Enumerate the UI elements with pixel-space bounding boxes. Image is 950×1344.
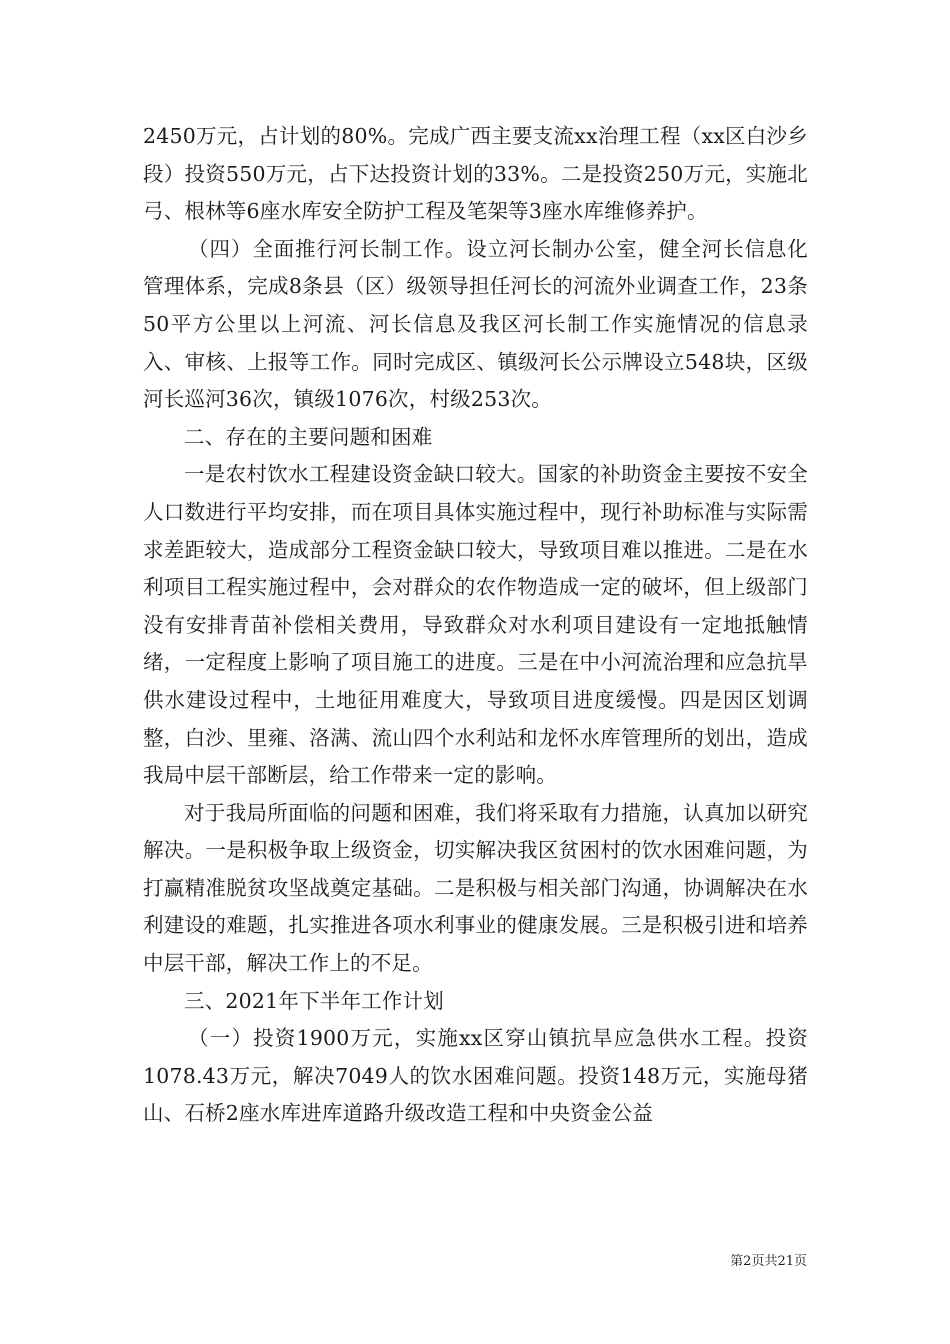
- page-number-footer: 第2页共21页: [730, 1254, 807, 1269]
- paragraph-measures: 对于我局所面临的问题和困难，我们将采取有力措施，认真加以研究解决。一是积极争取上级资金，切实解决我区贫困村的饮水困难问题，为打赢精准脱贫攻坚战奠定基础。二是积极与相关部门沟通，协调解决在水利建设的难题，扎实推进各项水利事业的健康发展。三是积极引进和培养中层干部，解决工作上的不足。: [143, 800, 808, 976]
- document-body: [143, 118, 808, 1133]
- paragraph-problems: 一是农村饮水工程建设资金缺口较大。国家的补助资金主要按不安全人口数进行平均安排，而在项目具体实施过程中，现行补助标准与实际需求差距较大，造成部分工程资金缺口较大，导致项目难以推进。二是在水利项目工程实施过程中，会对群众的农作物造成一定的破坏，但上级部门没有安排青苗补偿相关费用，导致群众对水利项目建设有一定地抵触情绪，一定程度上影响了项目施工的进度。三是在中小河流治理和应急抗旱供水建设过程中，土地征用难度大，导致项目进度缓慢。四是因区划调整，白沙、里雍、洛满、流山四个水利站和龙怀水库管理所的划出，造成我局中层干部断层，给工作带来一定的影响。: [143, 462, 808, 788]
- paragraph-river-chief: （四）全面推行河长制工作。设立河长制办公室，健全河长信息化管理体系，完成8条县（区）级领导担任河长的河流外业调查工作，23条50平方公里以上河流、河长信息及我区河长制工作实施情况的信息录入、审核、上报等工作。同时完成区、镇级河长公示牌设立548块，区级河长巡河36次，镇级1076次，村级253次。: [143, 236, 808, 412]
- paragraph-plan-item-1: （一）投资1900万元，实施xx区穿山镇抗旱应急供水工程。投资1078.43万元，解决7049人的饮水困难问题。投资148万元，实施母猪山、石桥2座水库进库道路升级改造工程和中央资金公益: [143, 1026, 808, 1126]
- paragraph-continuation: 2450万元，占计划的80%。完成广西主要支流xx治理工程（xx区白沙乡段）投资550万元，占下达投资计划的33%。二是投资250万元，实施北弓、根林等6座水库安全防护工程及笔架等3座水库维修养护。: [143, 124, 808, 224]
- section-heading-plan: 三、2021年下半年工作计划: [184, 988, 444, 1013]
- section-heading-problems: 二、存在的主要问题和困难: [184, 424, 433, 449]
